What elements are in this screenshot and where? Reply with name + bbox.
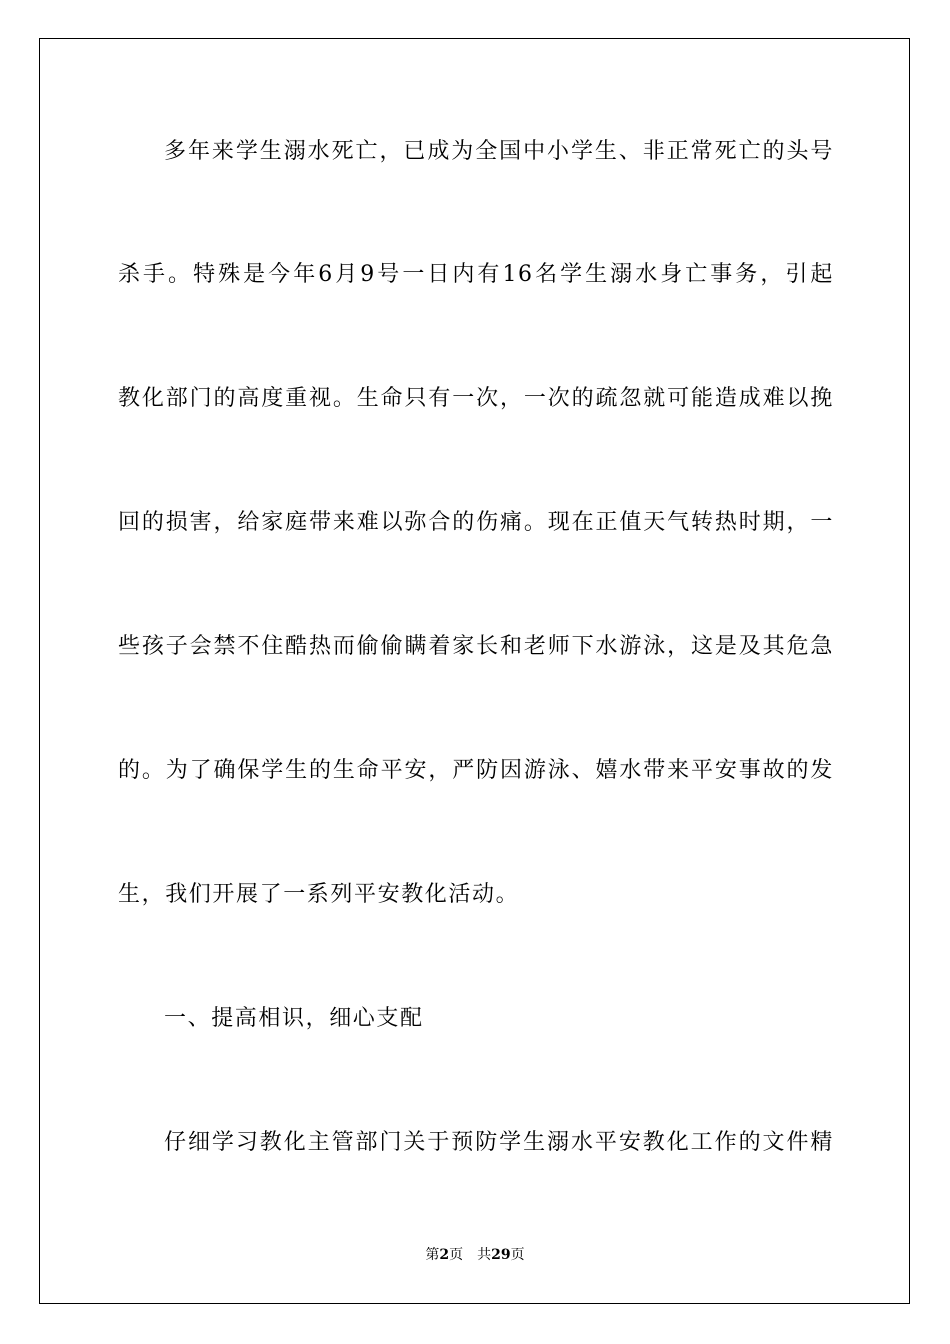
section-heading: 一、提高相识，细心支配 <box>164 1006 424 1031</box>
total-prefix: 共 <box>477 1247 492 1263</box>
total-suffix: 页 <box>510 1247 525 1263</box>
paragraph-1-line-5: 些孩子会禁不住酷热而偷偷瞒着家长和老师下水游泳，这是及其危急 <box>118 634 834 659</box>
page-suffix: 页 <box>449 1247 464 1263</box>
paragraph-1-line-1: 多年来学生溺水死亡，已成为全国中小学生、非正常死亡的头号 <box>164 139 834 164</box>
paragraph-1-line-2: 杀手。特殊是今年6月9号一日内有16名学生溺水身亡事务，引起 <box>118 262 834 287</box>
page-number: 2 <box>439 1247 450 1263</box>
total-pages: 29 <box>491 1247 511 1263</box>
paragraph-1-line-3: 教化部门的高度重视。生命只有一次，一次的疏忽就可能造成难以挽 <box>118 386 834 411</box>
paragraph-1-line-6: 的。为了确保学生的生命平安，严防因游泳、嬉水带来平安事故的发 <box>118 758 834 783</box>
paragraph-1-line-4: 回的损害，给家庭带来难以弥合的伤痛。现在正值天气转热时期，一 <box>118 510 834 535</box>
page-prefix: 第 <box>425 1247 440 1263</box>
page-footer <box>0 1245 950 1265</box>
paragraph-2-line-1: 仔细学习教化主管部门关于预防学生溺水平安教化工作的文件精 <box>164 1130 834 1155</box>
page-border <box>39 38 910 1304</box>
paragraph-1-line-7: 生，我们开展了一系列平安教化活动。 <box>118 882 520 907</box>
